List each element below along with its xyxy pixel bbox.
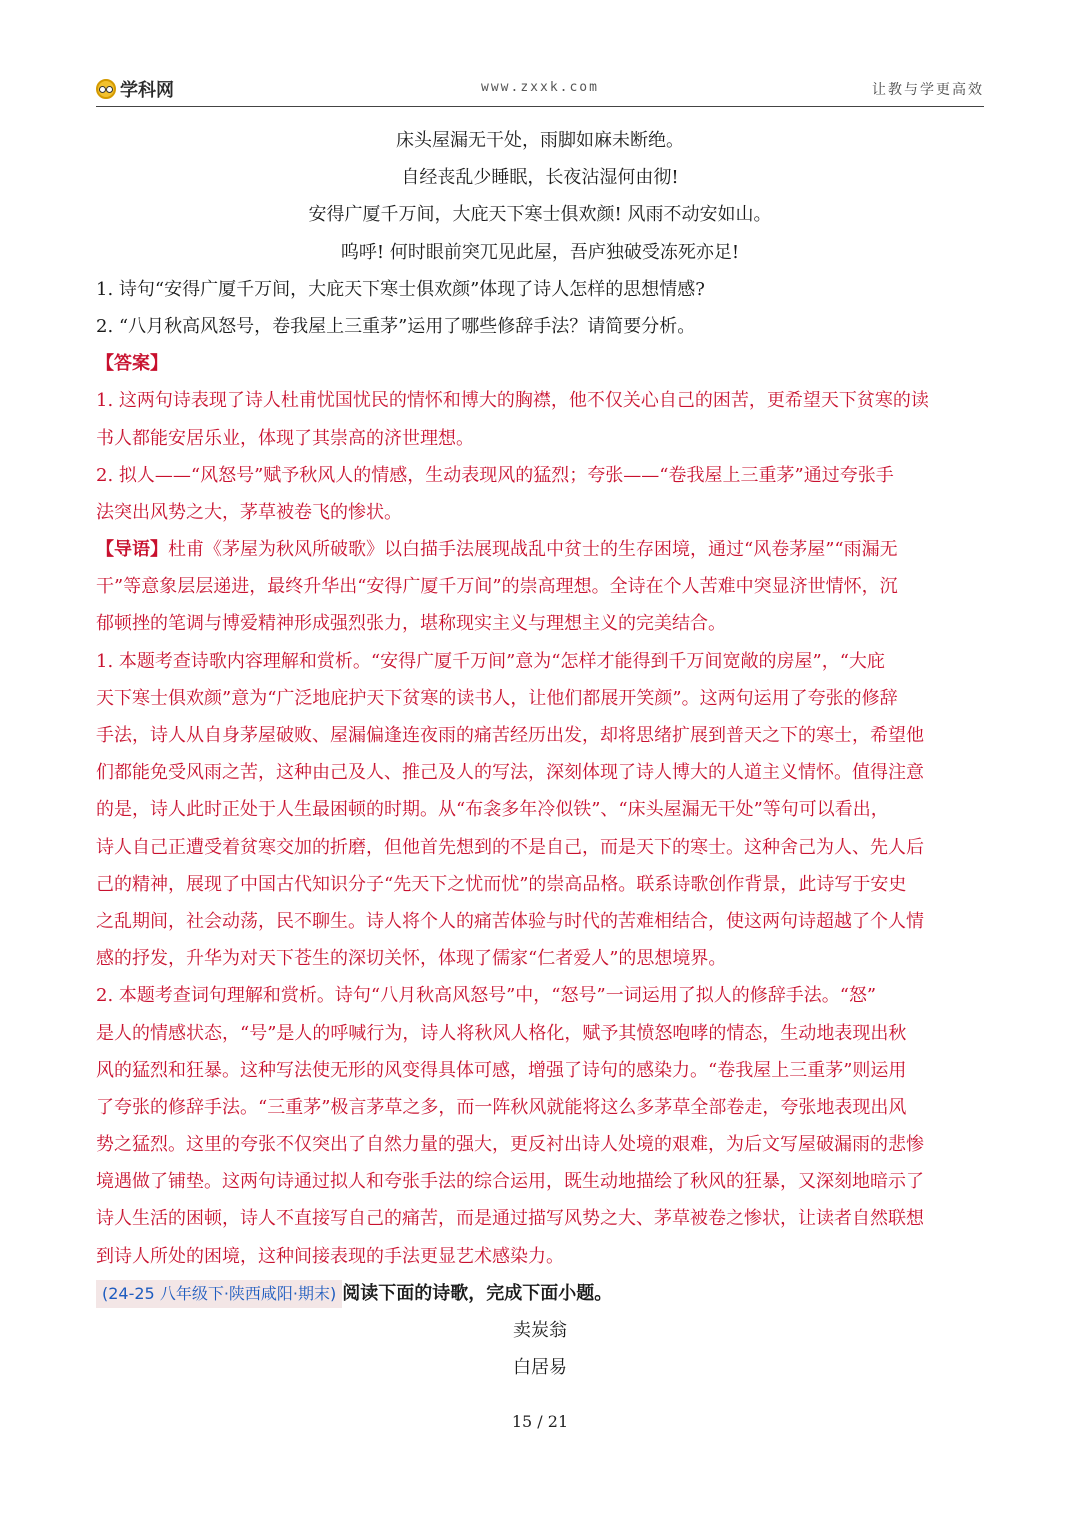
analysis-line: 2. 本题考查词句理解和赏析。诗句“八月秋高风怒号”中，“怒号”一词运用了拟人的修辞手法。“怒” [96,985,877,1007]
poem-line: 床头屋漏无干处，雨脚如麻未断绝。 [396,130,684,151]
next-question-intro [96,1275,984,1312]
poem-author: 白居易 [513,1357,567,1379]
analysis-line: 们都能免受风雨之苦，这种由己及人、推己及人的写法，深刻体现了诗人博大的人道主义情怀。值得注意 [96,762,924,784]
analysis-line: 了夸张的修辞手法。“三重茅”极言茅草之多，而一阵秋风就能将这么多茅草全部卷走，夸张地表现出风 [96,1096,907,1118]
logo-text: 学科网 [120,80,174,101]
poem-line: 自经丧乱少睡眠，长夜沾湿何由彻! [401,167,679,189]
document-body [96,122,984,1386]
analysis-line: 天下寒士俱欢颜”意为“广泛地庇护天下贫寒的读书人，让他们都展开笑颜”。这两句运用了夸张的修辞 [96,687,898,709]
analysis-line: 到诗人所处的困境，这种间接表现的手法更显艺术感染力。 [96,1245,564,1267]
analysis-line: 己的精神，展现了中国古代知识分子“先天下之忧而忧”的崇高品格。联系诗歌创作背景，此诗写于安史 [96,873,907,895]
guide-line: 郁顿挫的笔调与博爱精神形成强烈张力，堪称现实主义与理想主义的完美结合。 [96,613,726,635]
analysis-line: 诗人自己正遭受着贫寒交加的折磨，但他首先想到的不是自己，而是天下的寒士。这种舍己为人、先人后 [96,836,924,858]
analysis-line: 手法，诗人从自身茅屋破败、屋漏偏逢连夜雨的痛苦经历出发，却将思绪扩展到普天之下的寒士，希望他 [96,725,924,746]
analysis-line: 风的猛烈和狂暴。这种写法使无形的风变得具体可感，增强了诗句的感染力。“卷我屋上三重茅”则运用 [96,1059,907,1081]
question-source-tag: (24-25 八年级下·陕西咸阳·期末) [96,1280,342,1308]
poem-line: 安得广厦千万间，大庇天下寒士俱欢颜! 风雨不动安如山。 [308,204,772,226]
poem-line: 呜呼! 何时眼前突兀见此屋，吾庐独破受冻死亦足! [340,241,740,263]
answer-line: 2. 拟人——“风怒号”赋予秋风人的情感，生动表现风的猛烈；夸张——“卷我屋上三重茅”通过夸张手 [96,464,894,486]
guide-line: 干”等意象层层递进，最终升华出“安得广厦千万间”的崇高理想。全诗在个人苦难中突显济世情怀，沉 [96,576,898,598]
answer-heading: 【答案】 [96,353,168,375]
analysis-line: 的是，诗人此时正处于人生最困顿的时期。从“布衾多年冷似铁”、“床头屋漏无干处”等句可以看出， [96,799,889,821]
page-number: 15 / 21 [511,1412,569,1431]
question-2: 2. “八月秋高风怒号，卷我屋上三重茅”运用了哪些修辞手法？请简要分析。 [96,315,696,337]
question-1: 1. 诗句“安得广厦千万间，大庇天下寒士俱欢颜”体现了诗人怎样的思想情感? [96,278,705,300]
guide-heading: 【导语】 [96,539,168,561]
analysis-line: 是人的情感状态，“号”是人的呼喊行为，诗人将秋风人格化，赋予其愤怒咆哮的情态，生动地表现出秋 [96,1022,907,1044]
header-divider [96,106,984,107]
answer-line: 书人都能安居乐业，体现了其崇高的济世理想。 [96,427,474,449]
site-url[interactable]: www.zxxk.com [481,80,599,95]
answer-line: 1. 这两句诗表现了诗人杜甫忧国忧民的情怀和博大的胸襟，他不仅关心自己的困苦，更希望天下贫寒的读 [96,390,929,412]
analysis-line: 之乱期间，社会动荡，民不聊生。诗人将个人的痛苦体验与时代的苦难相结合，使这两句诗超越了个人情 [96,910,924,932]
reading-instruction: 阅读下面的诗歌，完成下面小题。 [342,1282,613,1304]
guide-text: 杜甫《茅屋为秋风所破歌》以白描手法展现战乱中贫士的生存困境，通过“风卷茅屋”“雨漏无 [168,539,898,561]
analysis-line: 1. 本题考查诗歌内容理解和赏析。“安得广厦千万间”意为“怎样才能得到千万间宽敞的房屋”，“大庇 [96,650,885,672]
site-slogan: 让教与学更高效 [872,82,984,98]
analysis-line: 境遇做了铺垫。这两句诗通过拟人和夸张手法的综合运用，既生动地描绘了秋风的狂暴，又深刻地暗示了 [96,1171,924,1193]
analysis-line: 诗人生活的困顿，诗人不直接写自己的痛苦，而是通过描写风势之大、茅草被卷之惨状，让读者自然联想 [96,1208,924,1230]
guide-line [96,531,984,568]
page-header [96,72,984,106]
poem-title: 卖炭翁 [513,1320,567,1341]
analysis-line: 势之猛烈。这里的夸张不仅突出了自然力量的强大，更反衬出诗人处境的艰难，为后文写屋破漏雨的悲惨 [96,1134,924,1156]
analysis-line: 感的抒发，升华为对天下苍生的深切关怀，体现了儒家“仁者爱人”的思想境界。 [96,948,727,970]
answer-line: 法突出风势之大，茅草被卷飞的惨状。 [96,501,402,523]
